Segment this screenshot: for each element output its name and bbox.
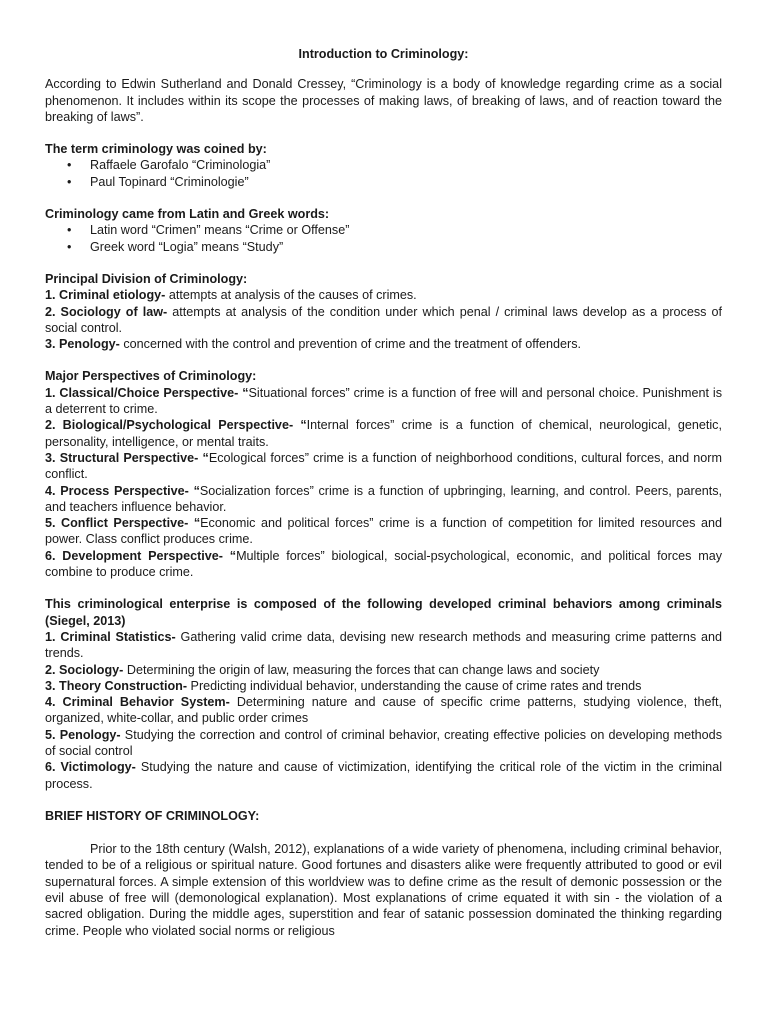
- item-label: 4. Process Perspective- “: [45, 483, 200, 498]
- list-item-text: Latin word “Crimen” means “Crime or Offense”: [90, 223, 350, 238]
- item-text: Determining nature and cause of specific crime patterns, studying violence, theft, organized, white-collar, and public order crimes: [45, 695, 723, 726]
- enterprise-item: [45, 678, 722, 694]
- item-label: 2. Biological/Psychological Perspective- “: [45, 418, 307, 433]
- division-item: [45, 336, 722, 352]
- item-text: Gathering valid crime data, devising new research methods and measuring crime patterns and trends.: [45, 629, 723, 661]
- item-text: Economic and political forces” crime is a function of competition for limited resources and power. Class conflict produces crime.: [45, 516, 722, 547]
- item-text: attempts at analysis of the causes of crimes.: [165, 288, 417, 303]
- item-text: Predicting individual behavior, understanding the cause of crime rates and trends: [187, 678, 642, 693]
- item-label: 6. Development Perspective- “: [45, 548, 237, 563]
- item-label: 2. Sociology of law-: [45, 304, 168, 319]
- item-label: 5. Penology-: [45, 727, 121, 742]
- history-paragraph: Prior to the 18th century (Walsh, 2012), explanations of a wide variety of phenomena, including criminal behavior, tended to be of a religious or spiritual nature. Good fortunes and disasters alike were frequently attributed to good or evil supernatural forces. A simple extension of this worldview was to define crime as the result of demonic possession or the evil abuse of free will (demonological explanation). Most explanations of crime equated it with sin - the violation of a sacred obligation. During the middle ages, superstition and fear of satanic possession dominated the thinking regarding crime. People who violated social norms or religious: [45, 842, 722, 938]
- intro-paragraph: According to Edwin Sutherland and Donald Cressey, “Criminology is a body of knowledge regarding crime as a social phenomenon. It includes within its scope the processes of making laws, of breaking of laws, and of reaction toward the breaking of laws”.: [45, 77, 722, 124]
- enterprise-heading: This criminological enterprise is composed of the following developed criminal behaviors among criminals (Siegel, 2013): [45, 597, 722, 628]
- item-label: 5. Conflict Perspective- “: [45, 516, 201, 531]
- list-item: [45, 222, 722, 238]
- division-heading: Principal Division of Criminology:: [45, 271, 248, 286]
- origin-heading: Criminology came from Latin and Greek words:: [45, 207, 330, 222]
- list-item-text: Raffaele Garofalo “Criminologia”: [90, 158, 271, 173]
- perspective-item: [45, 417, 722, 450]
- item-label: 6. Victimology-: [45, 760, 136, 775]
- item-text: attempts at analysis of the condition under which penal / criminal laws develop as a process of social control.: [45, 304, 722, 335]
- list-item-text: Greek word “Logia” means “Study”: [90, 239, 284, 254]
- item-label: 1. Criminal Statistics-: [45, 629, 176, 644]
- origin-list: [45, 222, 722, 255]
- item-label: 3. Structural Perspective- “: [45, 450, 209, 465]
- item-label: 4. Criminal Behavior System-: [45, 695, 230, 710]
- item-label: 3. Theory Construction-: [45, 678, 188, 693]
- history-heading: BRIEF HISTORY OF CRIMINOLOGY:: [45, 808, 260, 823]
- item-text: Socialization forces” crime is a function of upbringing, learning, and control. Peers, parents, and teachers influence behavior.: [45, 483, 723, 514]
- item-label: 2. Sociology-: [45, 662, 124, 677]
- list-item: [45, 174, 722, 190]
- item-text: Ecological forces” crime is a function of neighborhood conditions, cultural forces, and norm conflict.: [45, 450, 722, 482]
- division-item: [45, 304, 722, 337]
- division-section: [45, 271, 722, 352]
- document-page: [45, 46, 722, 939]
- perspective-item: [45, 548, 722, 581]
- enterprise-item: [45, 629, 722, 662]
- enterprise-item: [45, 727, 722, 760]
- item-label: 1. Criminal etiology-: [45, 288, 166, 303]
- perspective-item: [45, 385, 722, 418]
- bullet-icon: •: [67, 158, 72, 173]
- enterprise-item: [45, 759, 722, 792]
- perspectives-section: [45, 368, 722, 580]
- perspective-item: [45, 483, 722, 516]
- item-text: Internal forces” crime is a function of chemical, neurological, genetic, personality, intelligence, or mental traits.: [45, 418, 722, 449]
- bullet-icon: •: [67, 223, 72, 238]
- list-item-text: Paul Topinard “Criminologie”: [90, 174, 249, 189]
- item-text: Situational forces” crime is a function of free will and personal choice. Punishment is a deterrent to crime.: [45, 385, 722, 417]
- bullet-icon: •: [67, 174, 72, 189]
- enterprise-item: [45, 662, 722, 678]
- item-text: Determining the origin of law, measuring the forces that can change laws and society: [123, 662, 600, 677]
- perspective-item: [45, 450, 722, 483]
- coined-list: [45, 157, 722, 190]
- item-text: Multiple forces” biological, social-psychological, economic, and political forces may combine to produce crime.: [45, 548, 723, 580]
- list-item: [45, 157, 722, 173]
- perspectives-heading: Major Perspectives of Criminology:: [45, 369, 257, 384]
- item-text: Studying the correction and control of criminal behavior, creating effective policies on developing methods of social control: [45, 727, 722, 758]
- enterprise-item: [45, 694, 722, 727]
- item-text: concerned with the control and prevention of crime and the treatment of offenders.: [119, 337, 581, 352]
- division-item: [45, 287, 722, 303]
- item-text: Studying the nature and cause of victimization, identifying the critical role of the victim in the criminal process.: [45, 760, 722, 791]
- list-item: [45, 239, 722, 255]
- perspective-item: [45, 515, 722, 548]
- coined-heading: The term criminology was coined by:: [45, 142, 267, 157]
- item-label: 3. Penology-: [45, 337, 120, 352]
- bullet-icon: •: [67, 239, 72, 254]
- enterprise-section: [45, 596, 722, 792]
- document-title: Introduction to Criminology:: [298, 47, 469, 61]
- item-label: 1. Classical/Choice Perspective- “: [45, 385, 249, 400]
